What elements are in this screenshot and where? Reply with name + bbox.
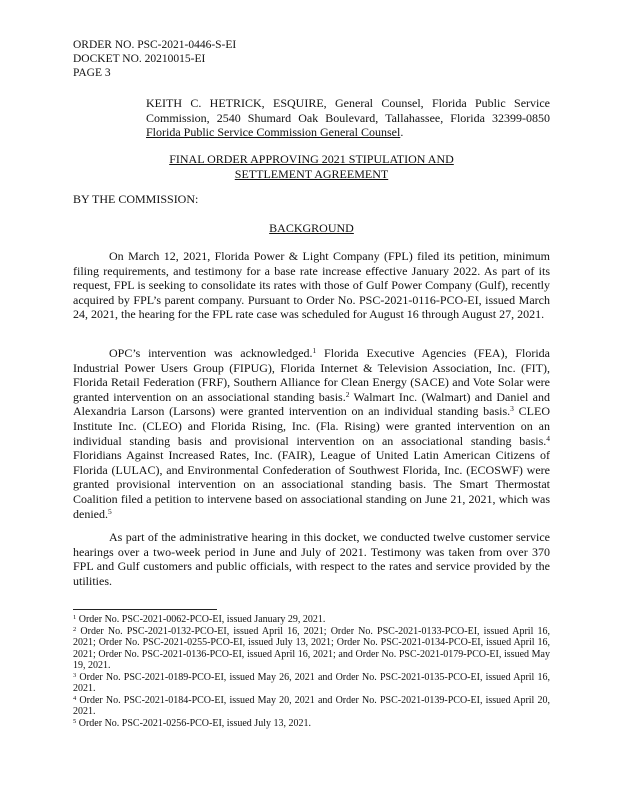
paragraph-1: On March 12, 2021, Florida Power & Light Company (FPL) filed its petition, minimum filing requirements, and testimony for a base rate increase effective January 2022. As part of its request, FPL is seeking to consolidate its rates with those of Gulf Power Company (Gulf), recently acquired by FPL’s parent company. Pursuant to Order No. PSC-2021-0116-PCO-EI, issued March 24, 2021, the hearing for the FPL rate case was scheduled for August 16 through August 27, 2021.: [73, 249, 550, 322]
footnote-ref-3[interactable]: 3: [510, 404, 514, 414]
counsel-role: Florida Public Service Commission General Counsel: [146, 125, 401, 139]
footnote-number: 2: [73, 625, 77, 633]
page-number: PAGE 3: [73, 67, 111, 79]
footnotes: [73, 614, 550, 729]
order-title: [73, 152, 550, 181]
footnote-1: [73, 614, 550, 626]
counsel-end: .: [400, 125, 404, 139]
paragraph-3: As part of the administrative hearing in this docket, we conducted twelve customer service hearings over a two-week period in June and July of 2021. Testimony was taken from over 370 FPL and Gulf customers and public officials, with respect to the rates and service provided by the utilities.: [73, 530, 550, 588]
footnote-2: [73, 626, 550, 672]
footnote-ref-5[interactable]: 5: [108, 506, 112, 516]
paragraph-2-part-c: Walmart Inc. (Walmart) and Daniel and Alexandria Larson (Larsons) were granted intervention on an individual standing basis.: [73, 389, 550, 419]
docket-number: DOCKET NO. 20210015-EI: [73, 53, 206, 65]
footnote-number: 4: [73, 694, 77, 702]
footnote-text: Order No. PSC-2021-0184-PCO-EI, issued May 20, 2021 and Order No. PSC-2021-0139-PCO-EI, issued April 20, 2021.: [73, 694, 551, 717]
order-number: ORDER NO. PSC-2021-0446-S-EI: [73, 39, 237, 51]
paragraph-2-part-b: Florida Executive Agencies (FEA), Florida Industrial Power Users Group (FIPUG), Florida Internet & Television Association, Inc. (FIT), Florida Retail Federation (FRF), Southern Alliance for Clean Energy (SACE) and Vote Solar were granted intervention on an associational standing basis.: [73, 346, 550, 404]
footnote-text: Order No. PSC-2021-0062-PCO-EI, issued January 29, 2021.: [78, 614, 326, 625]
footnote-number: 1: [73, 614, 77, 621]
footnote-5: [73, 718, 550, 730]
paragraph-2-part-d: CLEO Institute Inc. (CLEO) and Florida Rising, Inc. (Fla. Rising) were granted intervention on an individual standing basis and provisional intervention on an associational standing basis.: [73, 404, 550, 448]
counsel-appearance: [146, 96, 550, 140]
footnote-divider: [73, 609, 217, 610]
order-title-line-2: SETTLEMENT AGREEMENT: [234, 166, 389, 181]
footnote-number: 5: [73, 717, 77, 725]
footnote-number: 3: [73, 671, 77, 679]
paragraph-2: [73, 346, 550, 521]
footnote-ref-1[interactable]: 1: [312, 346, 317, 355]
section-heading-background: BACKGROUND: [269, 221, 354, 235]
footnote-3: [73, 672, 550, 695]
footnote-ref-4[interactable]: 4: [546, 433, 550, 443]
by-the-commission: BY THE COMMISSION:: [73, 192, 199, 206]
footnote-text: Order No. PSC-2021-0132-PCO-EI, issued April 16, 2021; Order No. PSC-2021-0133-PCO-EI, issued April 16, 2021; Order No. PSC-2021-0255-PCO-EI, issued July 13, 2021; Order No. PSC-2021-0134-PCO-EI, issued April 16, 2021; Order No. PSC-2021-0136-PCO-EI, issued April 16, 2021; and Order No. PSC-2021-0179-PCO-EI, issued May 19, 2021.: [73, 625, 550, 671]
paragraph-2-part-a: OPC’s intervention was acknowledged.: [109, 346, 313, 360]
footnote-text: Order No. PSC-2021-0189-PCO-EI, issued May 26, 2021 and Order No. PSC-2021-0135-PCO-EI, issued April 16, 2021.: [73, 671, 551, 694]
counsel-text: KEITH C. HETRICK, ESQUIRE, General Counsel, Florida Public Service Commission, 2540 Shumard Oak Boulevard, Tallahassee, Florida 32399-0850: [146, 96, 550, 125]
footnote-ref-2[interactable]: 2: [345, 389, 350, 399]
order-header: [73, 38, 236, 80]
footnote-text: Order No. PSC-2021-0256-PCO-EI, issued July 13, 2021.: [78, 717, 311, 729]
order-title-line-1: FINAL ORDER APPROVING 2021 STIPULATION AND: [169, 152, 454, 166]
footnote-4: [73, 695, 550, 718]
paragraph-2-part-e: Floridians Against Increased Rates, Inc. (FAIR), League of United Latin American Citizens of Florida (LULAC), and Environmental Confederation of Southwest Florida, Inc. (ECOSWF) were granted provisional intervention on an associational standing basis. The Smart Thermostat Coalition filed a petition to intervene based on associational standing on June 21, 2021, which was denied.: [73, 448, 550, 521]
